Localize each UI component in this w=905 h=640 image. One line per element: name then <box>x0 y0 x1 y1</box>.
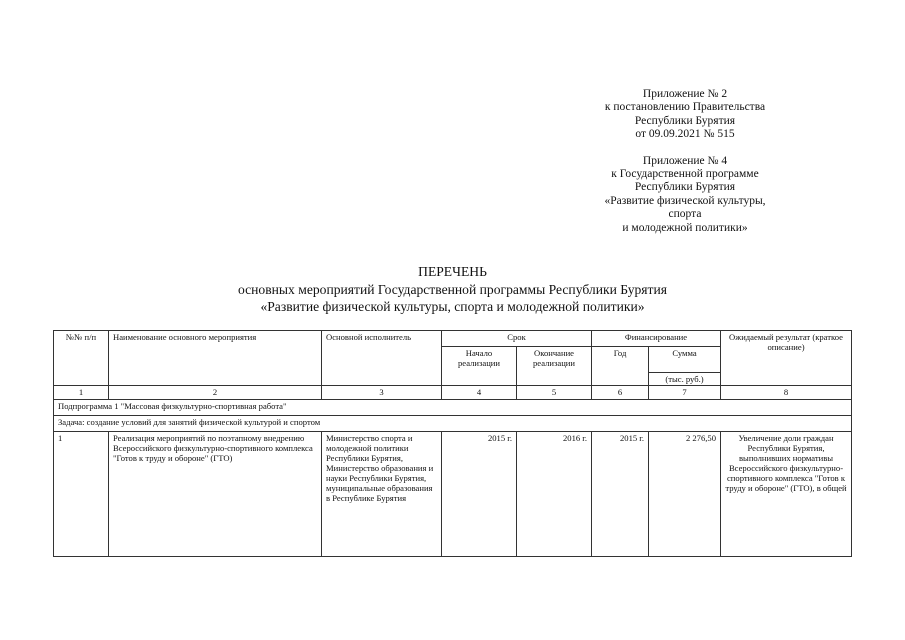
appendix-4-line-4: «Развитие физической культуры, <box>604 194 766 207</box>
title-line-1: ПЕРЕЧЕНЬ <box>418 264 487 279</box>
column-number: 2 <box>109 386 322 400</box>
header-num: №№ п/п <box>54 331 109 386</box>
appendix-4-line-5: спорта <box>668 208 702 221</box>
title-line-3: «Развитие физической культуры, спорта и молодежной политики» <box>260 299 645 314</box>
title-line-2: основных мероприятий Государственной программы Республики Бурятия <box>237 281 668 297</box>
task-title: Задача: создание условий для занятий физической культурой и спортом <box>54 416 852 432</box>
appendix-4-line-6: и молодежной политики» <box>622 221 748 234</box>
header-term-start: Начало реализации <box>442 347 517 386</box>
header-result: Ожидаемый результат (краткое описание) <box>721 331 852 386</box>
appendix-2-line-3: Республики Бурятия <box>634 114 736 127</box>
column-number: 7 <box>649 386 721 400</box>
table-row <box>54 432 852 557</box>
appendix-2-line-2: к постановлению Правительства <box>604 101 766 114</box>
row-year: 2015 г. <box>592 432 649 557</box>
appendix-2-line-4: от 09.09.2021 № 515 <box>635 128 735 141</box>
row-start: 2015 г. <box>442 432 517 557</box>
row-name: Реализация мероприятий по поэтапному внедрению Всероссийского физкультурно-спортивного комплекса "Готов к труду и обороне" (ГТО) <box>109 432 322 557</box>
header-sum-unit: (тыс. руб.) <box>649 373 721 386</box>
subprogram-row <box>54 400 852 416</box>
column-number: 1 <box>54 386 109 400</box>
column-number: 5 <box>517 386 592 400</box>
row-result: Увеличение доли граждан Республики Бурятия, выполнивших нормативы Всероссийского физкультурно-спортивного комплекса "Готов к труду и обороне" (ГТО), в общей <box>721 432 852 557</box>
header-term: Срок <box>442 331 592 347</box>
header-term-end: Окончание реализации <box>517 347 592 386</box>
appendix-4-line-1: Приложение № 4 <box>642 154 728 167</box>
row-sum: 2 276,50 <box>649 432 721 557</box>
column-number-row <box>54 386 852 400</box>
header-financing: Финансирование <box>592 331 721 347</box>
column-number: 3 <box>322 386 442 400</box>
appendix-4-line-3: Республики Бурятия <box>634 181 736 194</box>
column-number: 6 <box>592 386 649 400</box>
header-row-1 <box>54 331 852 347</box>
measures-table <box>53 330 852 557</box>
appendix-2-block <box>560 88 810 235</box>
row-end: 2016 г. <box>517 432 592 557</box>
column-number: 4 <box>442 386 517 400</box>
subprogram-title: Подпрограмма 1 "Массовая физкультурно-спортивная работа" <box>54 400 852 416</box>
appendix-spacer <box>560 142 810 155</box>
row-num: 1 <box>54 432 109 557</box>
task-row <box>54 416 852 432</box>
appendix-2-line-1: Приложение № 2 <box>642 88 728 100</box>
header-year: Год <box>592 347 649 386</box>
appendix-4-line-2: к Государственной программе <box>611 168 759 181</box>
header-executor: Основной исполнитель <box>322 331 442 386</box>
document-title <box>140 263 765 316</box>
header-sum: Сумма <box>649 347 721 373</box>
row-executor: Министерство спорта и молодежной политики Республики Бурятия, Министерство образования и науки Республики Бурятия, муниципальные образования в Республике Бурятия <box>322 432 442 557</box>
header-name: Наименование основного мероприятия <box>109 331 322 386</box>
column-number: 8 <box>721 386 852 400</box>
